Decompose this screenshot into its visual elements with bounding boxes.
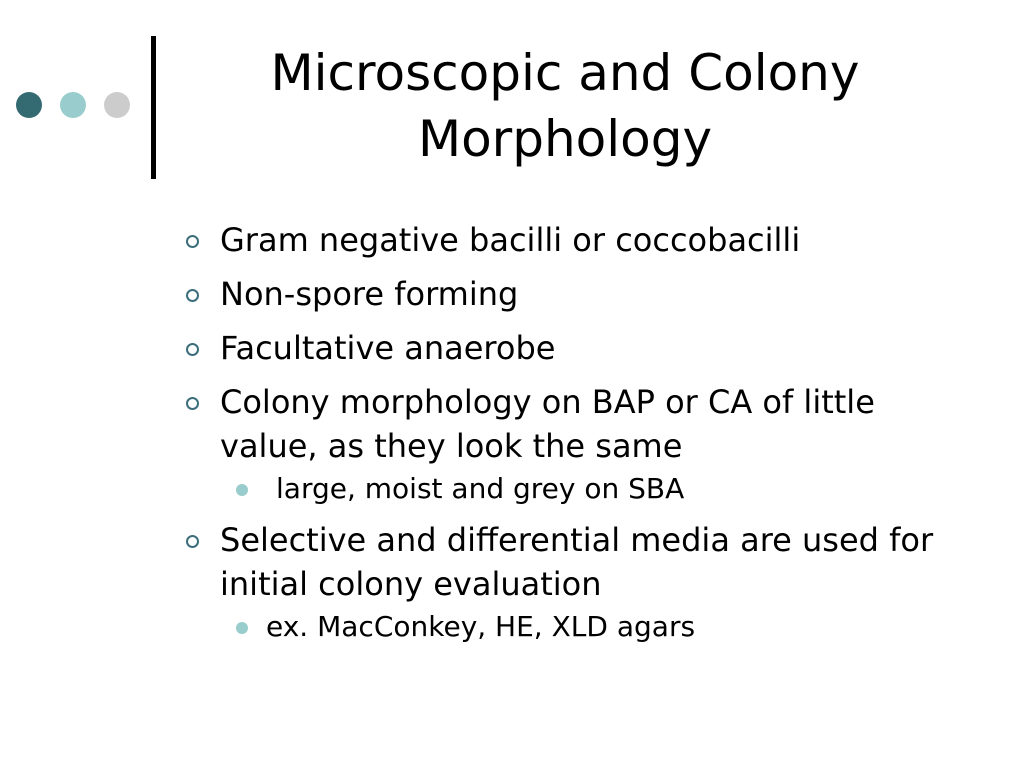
sub-bullet-list (220, 608, 980, 646)
bullet-text: Facultative anaerobe (220, 329, 556, 367)
bullet-text: Gram negative bacilli or coccobacilli (220, 221, 801, 259)
bullet-text: Non-spore forming (220, 275, 519, 313)
bullet-text: Colony morphology on BAP or CA of little value, as they look the same (220, 383, 875, 465)
sub-bullet-text: ex. MacConkey, HE, XLD agars (266, 610, 696, 643)
list-item (180, 272, 980, 316)
dark-dot-icon (16, 92, 42, 118)
gray-dot-icon (104, 92, 130, 118)
hollow-circle-bullet-icon (186, 289, 199, 302)
hollow-circle-bullet-icon (186, 535, 199, 548)
filled-dot-bullet-icon (236, 484, 248, 496)
bullet-list (180, 218, 980, 656)
bullet-text: Selective and differential media are used for initial colony evaluation (220, 521, 934, 603)
list-item (180, 326, 980, 370)
list-item (180, 218, 980, 262)
sub-bullet-list (220, 470, 980, 508)
teal-dot-icon (60, 92, 86, 118)
list-item (180, 380, 980, 508)
hollow-circle-bullet-icon (186, 343, 199, 356)
hollow-circle-bullet-icon (186, 397, 199, 410)
vertical-divider (151, 36, 156, 179)
sub-list-item (220, 470, 980, 508)
slide-title: Microscopic and Colony Morphology (270, 44, 860, 168)
hollow-circle-bullet-icon (186, 235, 199, 248)
filled-dot-bullet-icon (236, 622, 248, 634)
list-item (180, 518, 980, 646)
sub-bullet-text: large, moist and grey on SBA (276, 472, 685, 505)
sub-list-item (220, 608, 980, 646)
